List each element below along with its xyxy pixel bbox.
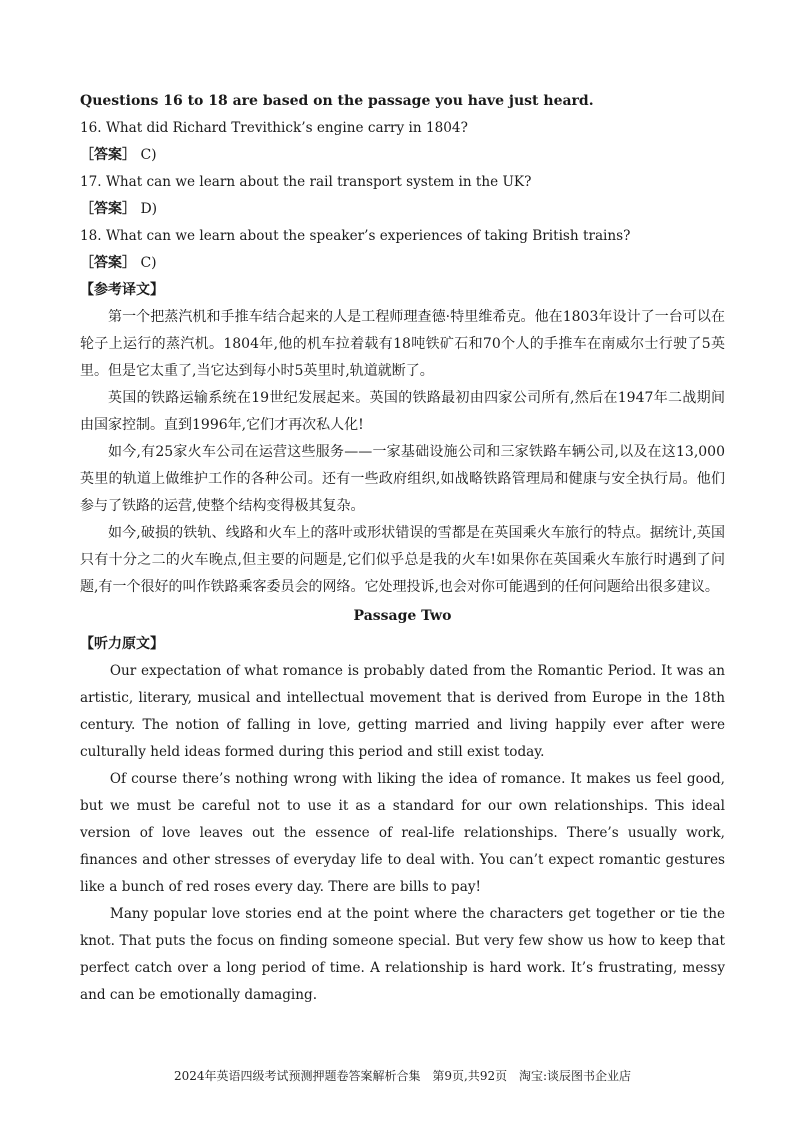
- translation-paragraph: 如今,破损的铁轨、线路和火车上的落叶或形状错误的雪都是在英国乘火车旅行的特点。据统计,英国只有十分之二的火车晚点,但主要的问题是,它们似乎总是我的火车!如果你在英国乘火车旅行时遇到了问题,有一个很好的叫作铁路乘客委员会的网络。它处理投诉,也会对你可能遇到的任何问题给出很多建议。: [80, 525, 725, 595]
- page-footer: [0, 1068, 805, 1084]
- page-content: [80, 88, 725, 1009]
- question-item: [80, 169, 725, 223]
- question-text: 18. What can we learn about the speaker’s experiences of taking British trains?: [80, 228, 631, 244]
- listening-paragraph: Our expectation of what romance is probably dated from the Romantic Period. It was an artistic, literary, musical and intellectual movement that is derived from Europe in the 18th century. The notion of falling in love, getting married and living happily ever after were culturally held ideas formed during this period and still exist today.: [80, 663, 725, 760]
- passage-title: Passage Two: [353, 608, 452, 624]
- answer-value: C): [140, 255, 157, 271]
- answer-line: [80, 196, 725, 223]
- answer-label: ［答案］: [80, 255, 136, 271]
- answer-line: [80, 142, 725, 169]
- footer-shop: 淘宝:谈辰图书企业店: [518, 1069, 631, 1083]
- footer-title: 2024年英语四级考试预测押题卷答案解析合集: [174, 1069, 421, 1083]
- translation-paragraph: 如今,有25家火车公司在运营这些服务——一家基础设施公司和三家铁路车辆公司,以及在这13,000英里的轨道上做维护工作的各种公司。还有一些政府组织,如战略铁路管理局和健康与安全执行局。他们参与了铁路的运营,使整个结构变得极其复杂。: [80, 444, 725, 514]
- translation-header: 【参考译文】: [80, 282, 164, 298]
- questions-header: Questions 16 to 18 are based on the passage you have just heard.: [80, 93, 594, 109]
- question-text: 16. What did Richard Trevithick’s engine carry in 1804?: [80, 120, 468, 136]
- listening-header: 【听力原文】: [80, 636, 164, 652]
- answer-value: D): [140, 201, 158, 217]
- listening-paragraph: Many popular love stories end at the point where the characters get together or tie the knot. That puts the focus on finding someone special. But very few show us how to keep that perfect catch over a long period of time. A relationship is hard work. It’s frustrating, messy and can be emotionally damaging.: [80, 906, 725, 1003]
- translation-paragraph: 第一个把蒸汽机和手推车结合起来的人是工程师理查德·特里维希克。他在1803年设计了一台可以在轮子上运行的蒸汽机。1804年,他的机车拉着载有18吨铁矿石和70个人的手推车在南威尔士行驶了5英里。但是它太重了,当它达到每小时5英里时,轨道就断了。: [80, 309, 725, 379]
- answer-value: C): [140, 147, 157, 163]
- answer-line: [80, 250, 725, 277]
- question-item: [80, 223, 725, 277]
- translation-paragraph: 英国的铁路运输系统在19世纪发展起来。英国的铁路最初由四家公司所有,然后在1947年二战期间由国家控制。直到1996年,它们才再次私人化!: [80, 390, 725, 433]
- listening-paragraph: Of course there’s nothing wrong with liking the idea of romance. It makes us feel good, but we must be careful not to use it as a standard for our own relationships. This ideal version of love leaves out the essence of real-life relationships. There’s usually work, finances and other stresses of everyday life to deal with. You can’t expect romantic gestures like a bunch of red roses every day. There are bills to pay!: [80, 771, 725, 895]
- answer-label: ［答案］: [80, 147, 136, 163]
- answer-label: ［答案］: [80, 201, 136, 217]
- question-text: 17. What can we learn about the rail transport system in the UK?: [80, 174, 532, 190]
- question-item: [80, 115, 725, 169]
- footer-page-number: 第9页,共92页: [432, 1069, 508, 1083]
